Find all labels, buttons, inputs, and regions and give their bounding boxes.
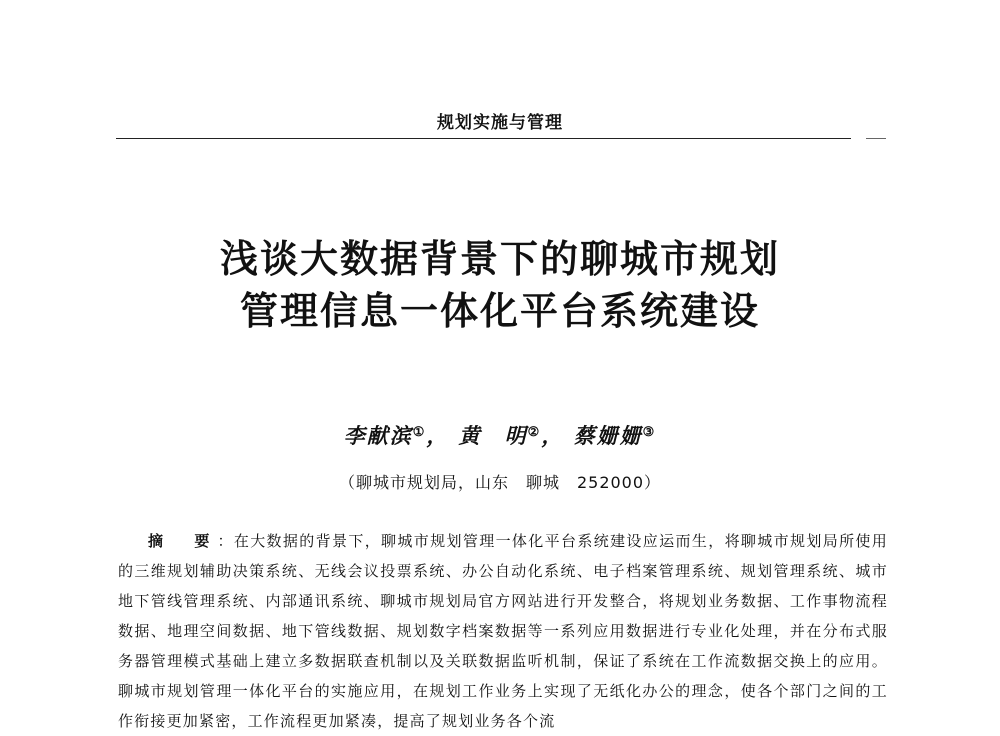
author-1-name: 李献滨 (343, 423, 413, 448)
author-3-mark: ③ (642, 425, 657, 440)
header-rule (116, 138, 851, 139)
header-rule-tail (866, 138, 886, 139)
author-2-mark: ② (527, 425, 542, 440)
author-separator: ， (426, 423, 450, 448)
abstract-text: 在大数据的背景下，聊城市规划管理一体化平台系统建设应运而生，将聊城市规划局所使用的三维规划辅助决策系统、无线会议投票系统、办公自动化系统、电子档案管理系统、规划管理系统、城市地下管线管理系统、内部通讯系统、聊城市规划局官方网站进行开发整合，将规划业务数据、工作事物流程数据、地理空间数据、地下管线数据、规划数字档案数据等一系列应用数据进行专业化处理，并在分布式服务器管理模式基础上建立多数据联查机制以及关联数据监听机制，保证了系统在工作流数据交换上的应用。聊城市规划管理一体化平台的实施应用，在规划工作业务上实现了无纸化办公的理念，使各个部门之间的工作衔接更加紧密，工作流程更加紧凑，提高了规划业务各个流 (118, 532, 888, 730)
abstract (118, 526, 888, 736)
title-line-2: 管理信息一体化平台系统建设 (239, 289, 760, 333)
abstract-label: 摘 要 (148, 532, 218, 550)
running-header: 规划实施与管理 (437, 113, 563, 133)
author-3-name: 蔡姗姗 (573, 423, 643, 448)
affiliation: （聊城市规划局，山东 聊城 252000） (338, 473, 662, 492)
author-separator: ， (541, 423, 565, 448)
abstract-colon: ： (217, 532, 234, 550)
author-list (0, 420, 1000, 450)
author-1-mark: ① (412, 425, 427, 440)
author-2-name: 黄 明 (458, 423, 528, 448)
title-line-1: 浅谈大数据背景下的聊城市规划 (219, 237, 780, 281)
